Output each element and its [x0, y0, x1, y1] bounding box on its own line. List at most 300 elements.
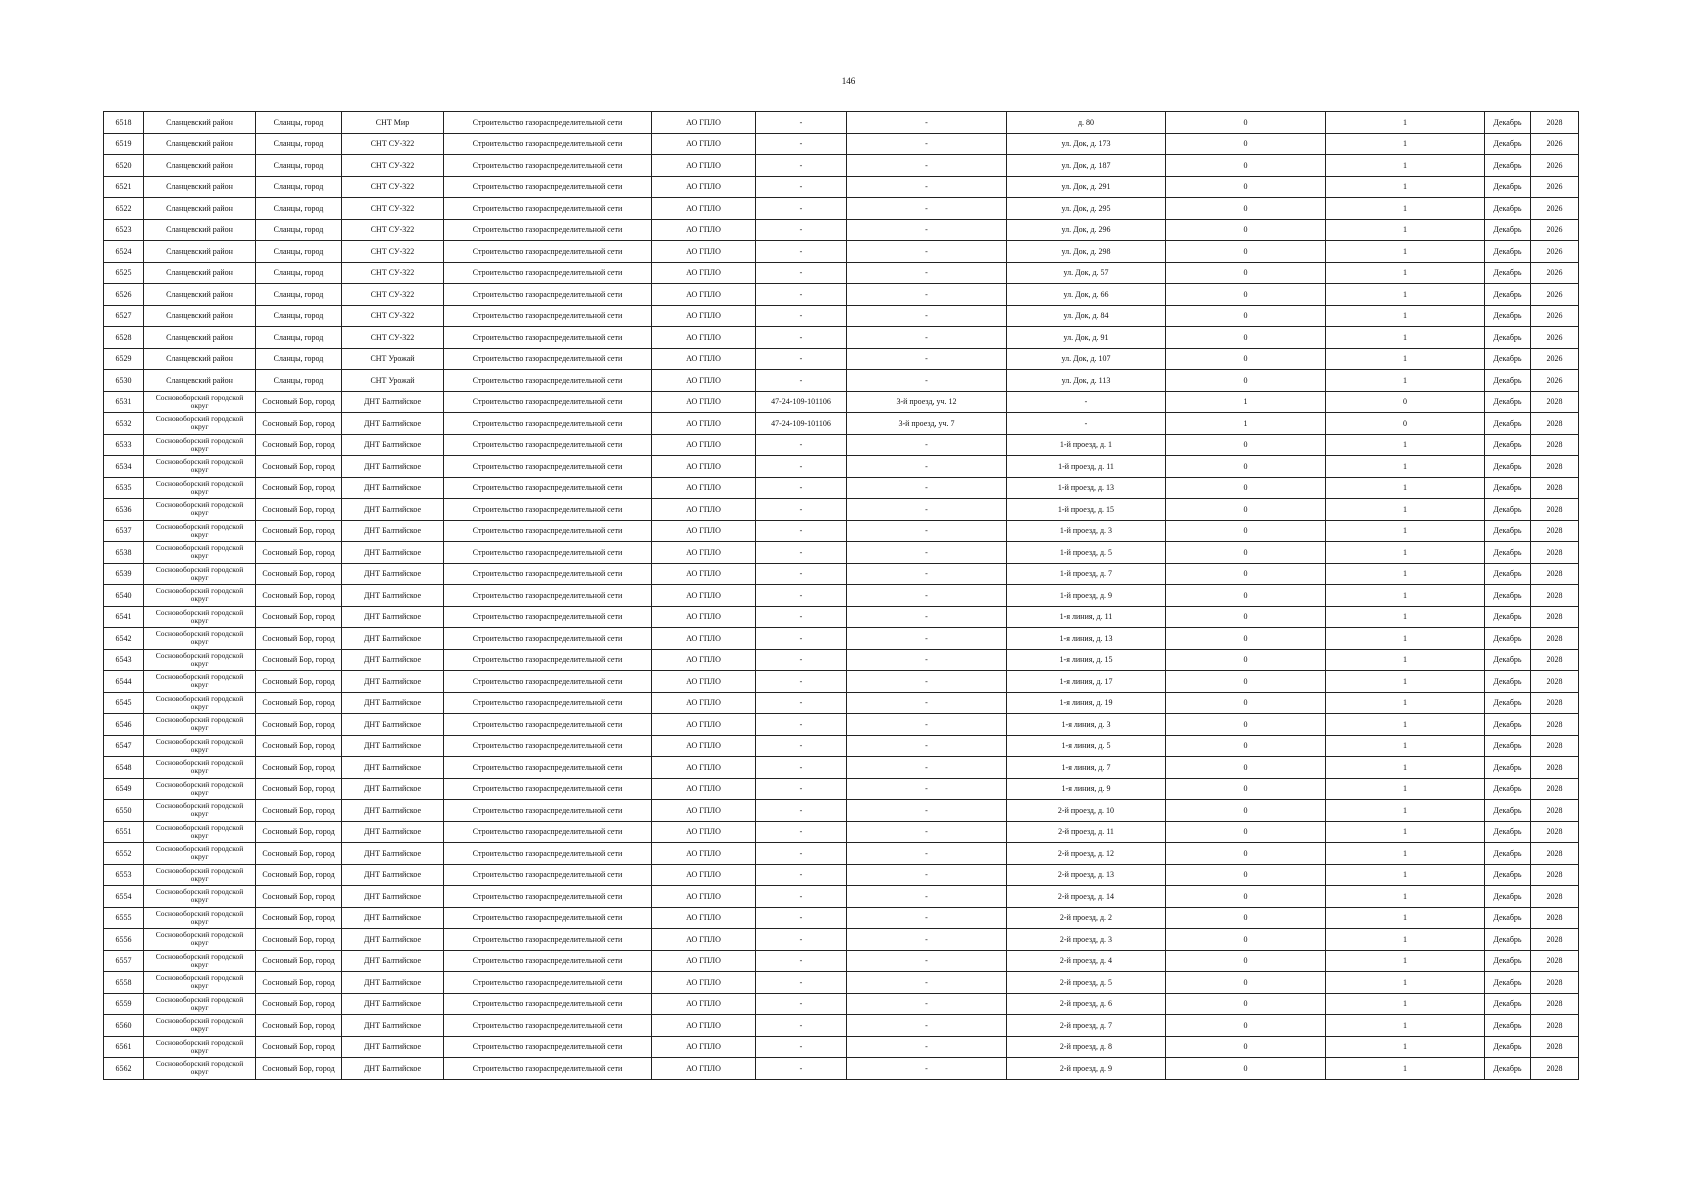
cell-year: 2026: [1531, 284, 1579, 306]
cell-settlement: Сланцы, город: [256, 262, 342, 284]
cell-work-type: Строительство газораспределительной сети: [444, 477, 652, 499]
cell-partnership: ДНТ Балтийское: [342, 714, 444, 736]
cell-partnership: СНТ СУ-322: [342, 284, 444, 306]
cell-house-address: 1-я линия, д. 15: [1007, 649, 1166, 671]
cell-district: Сосновоборский городской округ: [144, 929, 256, 951]
cell-work-type: Строительство газораспределительной сети: [444, 714, 652, 736]
cell-cadastral-number: -: [756, 907, 847, 929]
cell-year: 2028: [1531, 434, 1579, 456]
cell-row-number: 6519: [104, 133, 144, 155]
cell-house-address: 2-й проезд, д. 3: [1007, 929, 1166, 951]
cell-plot-address: -: [847, 1058, 1007, 1080]
cell-district: Сосновоборский городской округ: [144, 499, 256, 521]
cell-cadastral-number: -: [756, 305, 847, 327]
cell-count-a: 0: [1166, 950, 1326, 972]
cell-organization: АО ГПЛО: [652, 434, 756, 456]
cell-row-number: 6539: [104, 563, 144, 585]
cell-house-address: 1-я линия, д. 9: [1007, 778, 1166, 800]
cell-count-a: 0: [1166, 585, 1326, 607]
cell-partnership: ДНТ Балтийское: [342, 520, 444, 542]
cell-house-address: 1-й проезд, д. 1: [1007, 434, 1166, 456]
cell-plot-address: -: [847, 348, 1007, 370]
cell-work-type: Строительство газораспределительной сети: [444, 800, 652, 822]
cell-count-a: 0: [1166, 671, 1326, 693]
cell-work-type: Строительство газораспределительной сети: [444, 886, 652, 908]
cell-cadastral-number: -: [756, 456, 847, 478]
cell-district: Сланцевский район: [144, 241, 256, 263]
cell-plot-address: -: [847, 907, 1007, 929]
cell-district: Сланцевский район: [144, 155, 256, 177]
cell-year: 2028: [1531, 735, 1579, 757]
cell-count-b: 1: [1326, 563, 1485, 585]
cell-plot-address: -: [847, 843, 1007, 865]
cell-district: Сосновоборский городской округ: [144, 972, 256, 994]
table-row: [104, 692, 1579, 714]
cell-district: Сосновоборский городской округ: [144, 606, 256, 628]
cell-month: Декабрь: [1485, 821, 1531, 843]
cell-district: Сланцевский район: [144, 198, 256, 220]
cell-plot-address: -: [847, 714, 1007, 736]
cell-count-a: 0: [1166, 327, 1326, 349]
cell-row-number: 6547: [104, 735, 144, 757]
cell-year: 2026: [1531, 305, 1579, 327]
cell-organization: АО ГПЛО: [652, 413, 756, 435]
cell-partnership: ДНТ Балтийское: [342, 778, 444, 800]
cell-month: Декабрь: [1485, 864, 1531, 886]
cell-plot-address: -: [847, 671, 1007, 693]
table-row: [104, 929, 1579, 951]
cell-house-address: 1-я линия, д. 17: [1007, 671, 1166, 693]
cell-house-address: 1-я линия, д. 5: [1007, 735, 1166, 757]
cell-row-number: 6536: [104, 499, 144, 521]
cell-work-type: Строительство газораспределительной сети: [444, 671, 652, 693]
cell-organization: АО ГПЛО: [652, 176, 756, 198]
cell-count-a: 0: [1166, 993, 1326, 1015]
cell-work-type: Строительство газораспределительной сети: [444, 499, 652, 521]
cell-cadastral-number: -: [756, 972, 847, 994]
cell-year: 2026: [1531, 219, 1579, 241]
cell-count-a: 0: [1166, 262, 1326, 284]
cell-row-number: 6557: [104, 950, 144, 972]
cell-district: Сосновоборский городской округ: [144, 1058, 256, 1080]
cell-settlement: Сланцы, город: [256, 133, 342, 155]
table-row: [104, 327, 1579, 349]
cell-work-type: Строительство газораспределительной сети: [444, 778, 652, 800]
table-row: [104, 348, 1579, 370]
cell-house-address: 2-й проезд, д. 9: [1007, 1058, 1166, 1080]
cell-house-address: 2-й проезд, д. 8: [1007, 1036, 1166, 1058]
cell-district: Сосновоборский городской округ: [144, 413, 256, 435]
cell-district: Сланцевский район: [144, 327, 256, 349]
cell-organization: АО ГПЛО: [652, 198, 756, 220]
cell-work-type: Строительство газораспределительной сети: [444, 370, 652, 392]
cell-work-type: Строительство газораспределительной сети: [444, 821, 652, 843]
cell-settlement: Сосновый Бор, город: [256, 413, 342, 435]
cell-month: Декабрь: [1485, 692, 1531, 714]
cell-district: Сосновоборский городской округ: [144, 1015, 256, 1037]
cell-cadastral-number: -: [756, 370, 847, 392]
cell-year: 2028: [1531, 907, 1579, 929]
table-row: [104, 155, 1579, 177]
cell-plot-address: -: [847, 155, 1007, 177]
cell-month: Декабрь: [1485, 585, 1531, 607]
cell-cadastral-number: -: [756, 499, 847, 521]
cell-cadastral-number: -: [756, 843, 847, 865]
cell-cadastral-number: -: [756, 864, 847, 886]
cell-plot-address: -: [847, 929, 1007, 951]
cell-plot-address: -: [847, 821, 1007, 843]
cell-organization: АО ГПЛО: [652, 456, 756, 478]
cell-organization: АО ГПЛО: [652, 993, 756, 1015]
cell-count-b: 1: [1326, 886, 1485, 908]
cell-partnership: ДНТ Балтийское: [342, 821, 444, 843]
cell-row-number: 6531: [104, 391, 144, 413]
cell-partnership: ДНТ Балтийское: [342, 843, 444, 865]
cell-house-address: ул. Док, д. 66: [1007, 284, 1166, 306]
cell-organization: АО ГПЛО: [652, 800, 756, 822]
cell-work-type: Строительство газораспределительной сети: [444, 112, 652, 134]
cell-partnership: СНТ СУ-322: [342, 262, 444, 284]
cell-count-b: 1: [1326, 520, 1485, 542]
cell-row-number: 6530: [104, 370, 144, 392]
cell-cadastral-number: -: [756, 284, 847, 306]
cell-house-address: -: [1007, 391, 1166, 413]
cell-work-type: Строительство газораспределительной сети: [444, 757, 652, 779]
cell-row-number: 6559: [104, 993, 144, 1015]
cell-district: Сосновоборский городской округ: [144, 520, 256, 542]
cell-cadastral-number: -: [756, 434, 847, 456]
cell-count-a: 0: [1166, 348, 1326, 370]
cell-month: Декабрь: [1485, 520, 1531, 542]
cell-partnership: СНТ Мир: [342, 112, 444, 134]
cell-count-b: 1: [1326, 241, 1485, 263]
cell-settlement: Сосновый Бор, город: [256, 456, 342, 478]
cell-organization: АО ГПЛО: [652, 628, 756, 650]
cell-cadastral-number: -: [756, 262, 847, 284]
cell-count-a: 0: [1166, 1058, 1326, 1080]
cell-row-number: 6562: [104, 1058, 144, 1080]
table-row: [104, 284, 1579, 306]
cell-plot-address: -: [847, 993, 1007, 1015]
cell-organization: АО ГПЛО: [652, 929, 756, 951]
cell-partnership: ДНТ Балтийское: [342, 864, 444, 886]
cell-cadastral-number: -: [756, 929, 847, 951]
cell-work-type: Строительство газораспределительной сети: [444, 219, 652, 241]
cell-year: 2026: [1531, 241, 1579, 263]
cell-row-number: 6527: [104, 305, 144, 327]
cell-work-type: Строительство газораспределительной сети: [444, 198, 652, 220]
cell-cadastral-number: -: [756, 628, 847, 650]
cell-settlement: Сосновый Бор, город: [256, 821, 342, 843]
cell-year: 2028: [1531, 520, 1579, 542]
cell-district: Сосновоборский городской округ: [144, 477, 256, 499]
cell-month: Декабрь: [1485, 434, 1531, 456]
table-row: [104, 370, 1579, 392]
cell-organization: АО ГПЛО: [652, 692, 756, 714]
cell-cadastral-number: -: [756, 950, 847, 972]
cell-district: Сланцевский район: [144, 348, 256, 370]
cell-work-type: Строительство газораспределительной сети: [444, 305, 652, 327]
cell-partnership: СНТ СУ-322: [342, 241, 444, 263]
cell-settlement: Сосновый Бор, город: [256, 907, 342, 929]
cell-organization: АО ГПЛО: [652, 757, 756, 779]
cell-count-b: 1: [1326, 821, 1485, 843]
cell-count-a: 0: [1166, 735, 1326, 757]
table-row: [104, 434, 1579, 456]
cell-house-address: 1-я линия, д. 3: [1007, 714, 1166, 736]
table-row: [104, 520, 1579, 542]
cell-year: 2028: [1531, 1058, 1579, 1080]
cell-cadastral-number: -: [756, 671, 847, 693]
cell-month: Декабрь: [1485, 198, 1531, 220]
cell-settlement: Сосновый Бор, город: [256, 1036, 342, 1058]
cell-plot-address: -: [847, 950, 1007, 972]
cell-month: Декабрь: [1485, 950, 1531, 972]
cell-count-a: 0: [1166, 112, 1326, 134]
cell-month: Декабрь: [1485, 671, 1531, 693]
cell-organization: АО ГПЛО: [652, 499, 756, 521]
cell-row-number: 6554: [104, 886, 144, 908]
cell-count-b: 1: [1326, 284, 1485, 306]
cell-count-a: 0: [1166, 714, 1326, 736]
cell-district: Сосновоборский городской округ: [144, 907, 256, 929]
cell-district: Сосновоборский городской округ: [144, 864, 256, 886]
cell-partnership: ДНТ Балтийское: [342, 606, 444, 628]
cell-cadastral-number: -: [756, 606, 847, 628]
table-row: [104, 800, 1579, 822]
cell-count-b: 1: [1326, 198, 1485, 220]
cell-cadastral-number: -: [756, 993, 847, 1015]
cell-count-b: 0: [1326, 391, 1485, 413]
cell-work-type: Строительство газораспределительной сети: [444, 542, 652, 564]
cell-organization: АО ГПЛО: [652, 886, 756, 908]
table-row: [104, 262, 1579, 284]
cell-row-number: 6560: [104, 1015, 144, 1037]
table-row: [104, 198, 1579, 220]
cell-year: 2026: [1531, 348, 1579, 370]
cell-cadastral-number: -: [756, 778, 847, 800]
cell-work-type: Строительство газораспределительной сети: [444, 628, 652, 650]
cell-district: Сланцевский район: [144, 262, 256, 284]
cell-count-a: 0: [1166, 864, 1326, 886]
cell-row-number: 6529: [104, 348, 144, 370]
cell-year: 2028: [1531, 929, 1579, 951]
table-row: [104, 305, 1579, 327]
cell-count-a: 0: [1166, 499, 1326, 521]
cell-row-number: 6526: [104, 284, 144, 306]
cell-plot-address: -: [847, 456, 1007, 478]
cell-year: 2028: [1531, 950, 1579, 972]
cell-plot-address: -: [847, 649, 1007, 671]
cell-house-address: 2-й проезд, д. 4: [1007, 950, 1166, 972]
cell-house-address: 1-я линия, д. 7: [1007, 757, 1166, 779]
table-row: [104, 972, 1579, 994]
cell-organization: АО ГПЛО: [652, 950, 756, 972]
cell-year: 2028: [1531, 757, 1579, 779]
cell-year: 2026: [1531, 370, 1579, 392]
table-row: [104, 778, 1579, 800]
cell-count-b: 1: [1326, 671, 1485, 693]
table-row: [104, 649, 1579, 671]
cell-row-number: 6550: [104, 800, 144, 822]
cell-month: Декабрь: [1485, 262, 1531, 284]
cell-plot-address: -: [847, 520, 1007, 542]
table-row: [104, 907, 1579, 929]
cell-cadastral-number: -: [756, 735, 847, 757]
cell-row-number: 6535: [104, 477, 144, 499]
cell-district: Сосновоборский городской округ: [144, 671, 256, 693]
cell-settlement: Сосновый Бор, город: [256, 391, 342, 413]
cell-row-number: 6553: [104, 864, 144, 886]
cell-work-type: Строительство газораспределительной сети: [444, 520, 652, 542]
cell-year: 2026: [1531, 133, 1579, 155]
cell-count-a: 0: [1166, 1015, 1326, 1037]
cell-house-address: -: [1007, 413, 1166, 435]
cell-organization: АО ГПЛО: [652, 1015, 756, 1037]
cell-partnership: ДНТ Балтийское: [342, 1036, 444, 1058]
cell-plot-address: -: [847, 778, 1007, 800]
cell-count-a: 1: [1166, 413, 1326, 435]
cell-cadastral-number: -: [756, 649, 847, 671]
cell-organization: АО ГПЛО: [652, 649, 756, 671]
cell-work-type: Строительство газораспределительной сети: [444, 907, 652, 929]
cell-settlement: Сосновый Бор, город: [256, 1015, 342, 1037]
cell-month: Декабрь: [1485, 757, 1531, 779]
cell-count-a: 0: [1166, 606, 1326, 628]
cell-partnership: ДНТ Балтийское: [342, 456, 444, 478]
cell-partnership: СНТ СУ-322: [342, 133, 444, 155]
cell-month: Декабрь: [1485, 714, 1531, 736]
cell-count-b: 1: [1326, 757, 1485, 779]
cell-row-number: 6538: [104, 542, 144, 564]
cell-settlement: Сосновый Бор, город: [256, 563, 342, 585]
cell-district: Сосновоборский городской округ: [144, 821, 256, 843]
table-row: [104, 499, 1579, 521]
cell-district: Сосновоборский городской округ: [144, 993, 256, 1015]
cell-house-address: 2-й проезд, д. 5: [1007, 972, 1166, 994]
cell-work-type: Строительство газораспределительной сети: [444, 972, 652, 994]
cell-count-a: 0: [1166, 155, 1326, 177]
table-row: [104, 714, 1579, 736]
cell-organization: АО ГПЛО: [652, 714, 756, 736]
cell-year: 2028: [1531, 821, 1579, 843]
cell-house-address: д. 80: [1007, 112, 1166, 134]
cell-district: Сосновоборский городской округ: [144, 649, 256, 671]
cell-cadastral-number: -: [756, 1015, 847, 1037]
cell-cadastral-number: -: [756, 520, 847, 542]
cell-settlement: Сосновый Бор, город: [256, 950, 342, 972]
cell-month: Декабрь: [1485, 413, 1531, 435]
cell-year: 2028: [1531, 800, 1579, 822]
cell-organization: АО ГПЛО: [652, 542, 756, 564]
cell-count-b: 1: [1326, 1058, 1485, 1080]
cell-count-a: 0: [1166, 305, 1326, 327]
table-row: [104, 671, 1579, 693]
cell-district: Сосновоборский городской округ: [144, 950, 256, 972]
cell-count-b: 1: [1326, 370, 1485, 392]
cell-row-number: 6520: [104, 155, 144, 177]
cell-district: Сосновоборский городской округ: [144, 735, 256, 757]
cell-count-a: 0: [1166, 284, 1326, 306]
cell-partnership: ДНТ Балтийское: [342, 391, 444, 413]
cell-work-type: Строительство газораспределительной сети: [444, 391, 652, 413]
cell-partnership: СНТ СУ-322: [342, 198, 444, 220]
cell-year: 2028: [1531, 628, 1579, 650]
table-row: [104, 542, 1579, 564]
cell-organization: АО ГПЛО: [652, 671, 756, 693]
cell-partnership: ДНТ Балтийское: [342, 563, 444, 585]
cell-year: 2028: [1531, 972, 1579, 994]
cell-month: Декабрь: [1485, 219, 1531, 241]
table-row: [104, 219, 1579, 241]
cell-count-a: 0: [1166, 477, 1326, 499]
cell-partnership: ДНТ Балтийское: [342, 929, 444, 951]
cell-partnership: ДНТ Балтийское: [342, 434, 444, 456]
cell-count-b: 1: [1326, 628, 1485, 650]
cell-settlement: Сосновый Бор, город: [256, 477, 342, 499]
cell-cadastral-number: -: [756, 757, 847, 779]
cell-count-b: 1: [1326, 112, 1485, 134]
cell-partnership: ДНТ Балтийское: [342, 628, 444, 650]
cell-cadastral-number: 47-24-109-101106: [756, 413, 847, 435]
cell-organization: АО ГПЛО: [652, 606, 756, 628]
table-row: [104, 864, 1579, 886]
cell-partnership: ДНТ Балтийское: [342, 735, 444, 757]
cell-count-a: 0: [1166, 972, 1326, 994]
table-row: [104, 133, 1579, 155]
cell-row-number: 6556: [104, 929, 144, 951]
cell-month: Декабрь: [1485, 499, 1531, 521]
cell-work-type: Строительство газораспределительной сети: [444, 241, 652, 263]
cell-month: Декабрь: [1485, 348, 1531, 370]
cell-year: 2028: [1531, 864, 1579, 886]
cell-work-type: Строительство газораспределительной сети: [444, 606, 652, 628]
table-row: [104, 477, 1579, 499]
cell-plot-address: -: [847, 477, 1007, 499]
cell-count-b: 1: [1326, 907, 1485, 929]
cell-settlement: Сосновый Бор, город: [256, 520, 342, 542]
cell-count-b: 1: [1326, 800, 1485, 822]
cell-settlement: Сланцы, город: [256, 305, 342, 327]
cell-cadastral-number: -: [756, 198, 847, 220]
cell-cadastral-number: -: [756, 155, 847, 177]
cell-count-b: 1: [1326, 477, 1485, 499]
cell-work-type: Строительство газораспределительной сети: [444, 456, 652, 478]
cell-cadastral-number: -: [756, 585, 847, 607]
cell-year: 2028: [1531, 843, 1579, 865]
cell-count-a: 0: [1166, 542, 1326, 564]
cell-district: Сосновоборский городской округ: [144, 886, 256, 908]
cell-year: 2028: [1531, 585, 1579, 607]
cell-year: 2026: [1531, 176, 1579, 198]
cell-district: Сосновоборский городской округ: [144, 434, 256, 456]
cell-count-a: 0: [1166, 886, 1326, 908]
cell-organization: АО ГПЛО: [652, 735, 756, 757]
cell-cadastral-number: -: [756, 112, 847, 134]
cell-year: 2028: [1531, 563, 1579, 585]
cell-work-type: Строительство газораспределительной сети: [444, 348, 652, 370]
cell-organization: АО ГПЛО: [652, 972, 756, 994]
cell-count-b: 1: [1326, 219, 1485, 241]
cell-work-type: Строительство газораспределительной сети: [444, 133, 652, 155]
cell-row-number: 6523: [104, 219, 144, 241]
cell-count-b: 1: [1326, 864, 1485, 886]
cell-count-b: 0: [1326, 413, 1485, 435]
cell-organization: АО ГПЛО: [652, 348, 756, 370]
table-row: [104, 950, 1579, 972]
cell-month: Декабрь: [1485, 133, 1531, 155]
cell-count-a: 0: [1166, 176, 1326, 198]
